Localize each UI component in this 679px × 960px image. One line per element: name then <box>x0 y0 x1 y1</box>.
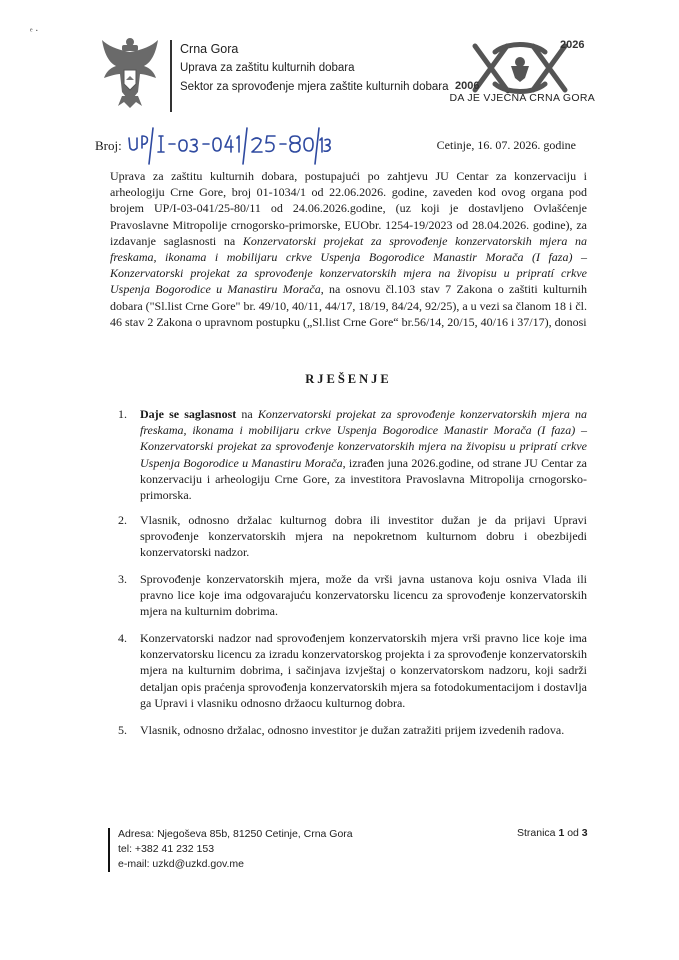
footer-divider <box>108 828 110 872</box>
country-name: Crna Gora <box>180 42 239 56</box>
decision-item-4: 4. Konzervatorski nadzor nad sprovođenjem konzervatorskih mjera vrši pravno lice koje ima konzervatorsku licencu za izradu konzervatorskog projekta i za sprovođenje konzervatorskih mjera na kulturnim dobrima, i sačinjava izvještaj o konzervatorskom nadzoru, koji sadrži detaljan opis praćenja sprovođenja konzervatorskih mjera sa fotodokumentacijom i dostavlja ga Upravi i vlasniku odnosno držaocu kulturnog dobra. <box>118 631 587 710</box>
intro-paragraph: Uprava za zaštitu kulturnih dobara, postupajući po zahtjevu JU Centar za konzervaciju i arheologiju Crne Gore, broj 01-1034/1 od 22.06.2026. godine, zaveden kod ovog organa pod brojem UP/I-03-041/25-80/11 od 24.06.2026.godine, (uz koji je dostavljeno Ovlašćenje Pravoslavne Mitropolije crnogorsko-primorske, EUObr. 1254-19/2023 od 28.04.2026. godine), za izdavanje saglasnosti na Konzervatorski projekat za sprovođenje konzervatorskih mjera na freskama, ikonama i mobilijaru crkve Uspenja Bogorodice Manastir Morača (I faza) – Konzervatorski projekat za sprovođenje konzervatorskih mjera na živopisu u pripratí crkve Uspenja Bogorodice u Manastiru Morača, na osnovu čl.103 stav 7 Zakona o zaštiti kulturnih dobara ("Sl.list Crne Gore" br. 49/10, 40/11, 44/17, 18/19, 84/24, 92/25), a u vezi sa članom 18 i čl. 46 stav 2 Zakona o upravnom postupku („Sl.list Crne Gore“ br.56/14, 20/15, 40/16 i 37/17), donosi <box>110 169 587 329</box>
logo-caption: DA JE VJEČNA CRNA GORA <box>449 92 595 104</box>
date-line: Cetinje, 16. 07. 2026. godine <box>436 138 576 152</box>
decision-title: RJEŠENJE <box>305 372 392 386</box>
decision-item-1: 1. Daje se saglasnost na Konzervatorski projekat za sprovođenje konzervatorskih mjera na freskama, ikonama i mobilijaru crkve Uspenja Bogorodice Manastir Morača (I faza) – Konzervatorski projekat za sprovođenje konzervatorskih mjera na živopisu u pripratí crkve Uspenja Bogorodice u Manastiru Morača, izrađen juna 2026.godine, od strane JU Centar za konzervaciju i arheologiju Crne Gore, za investitora Pravoslavna Mitropolija crnogorsko-primorska. <box>118 407 588 503</box>
coat-of-arms-icon <box>100 36 160 108</box>
footer-address: Adresa: Njegoševa 85b, 81250 Cetinje, Crna Gora <box>118 828 353 840</box>
header-divider <box>170 40 172 112</box>
footer-contact <box>118 827 353 872</box>
corner-scan-mark: ᵉ · <box>30 26 39 37</box>
sector-name: Sektor za sprovođenje mjera zaštite kulturnih dobara <box>180 81 449 93</box>
decision-item-2: 2. Vlasnik, odnosno držalac kulturnog dobra ili investitor dužan je da prijavi Upravi sprovođenje konzervatorskih mjera na nepokretnom kulturnom dobru i obezbijedi konzervatorski nadzor. <box>118 513 587 560</box>
handwritten-reference-number <box>127 124 332 166</box>
logo-year-2026: 2026 <box>560 39 585 51</box>
institution-header <box>180 40 448 97</box>
decision-item-5: 5. Vlasnik, odnosno držalac, odnosno investitor je dužan zatražiti prijem izvedenih radova. <box>118 723 565 737</box>
footer-phone: tel: +382 41 232 153 <box>118 843 215 855</box>
logo-year-2006: 2006 <box>455 80 480 92</box>
page-number: Stranica 1 od 3 <box>517 827 588 839</box>
footer-email: e-mail: uzkd@uzkd.gov.me <box>118 858 245 870</box>
reference-label: Broj: <box>95 138 122 153</box>
agency-name: Uprava za zaštitu kulturnih dobara <box>180 62 355 74</box>
decision-item-3: 3. Sprovođenje konzervatorskih mjera, može da vrši javna ustanova koju osniva Vlada ili pravno lice koje ima odgovarajuću konzervatorsku licencu za sprovođenje konzervatorskih mjera na kulturnim dobrima. <box>118 572 587 619</box>
